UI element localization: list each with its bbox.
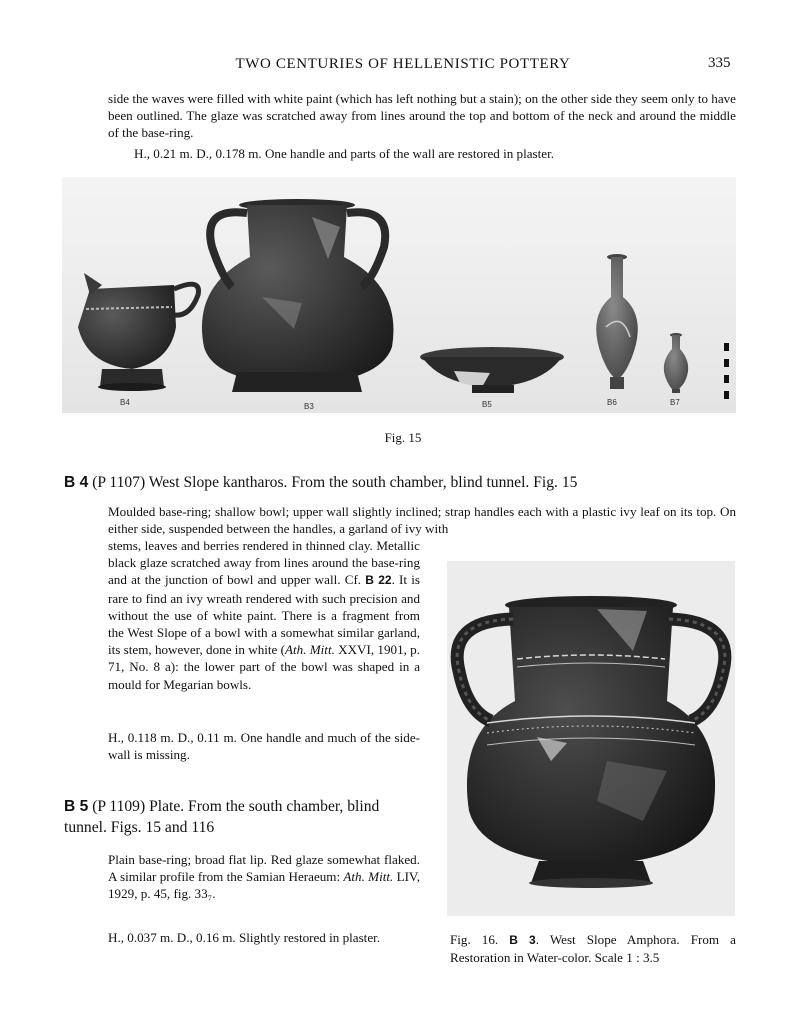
figure-15-caption: Fig. 15 (384, 430, 422, 445)
b4-description-full: Moulded base-ring; shallow bowl; upper wall slightly inclined; strap handles each with a plastic ivy leaf on its top. On either side, suspended between the handles, a garland of ivy with (108, 504, 736, 537)
photo-label-b3: B3 (304, 402, 314, 411)
fig16-ref-b3: B 3 (509, 933, 536, 947)
figure-16-caption (450, 931, 736, 966)
photo-label-b6: B6 (607, 398, 617, 407)
b4-text-c: XXVI, 1901, p. 71, No. 8 a): the lower part of the bowl was shaped in a mould for Megarian bowls. (108, 642, 420, 692)
b4-description-col (108, 537, 420, 693)
amphora-watercolor-illustration (447, 561, 735, 916)
b4-text-b: . It is rare to find an ivy wreath rendered with such precision and without the use of white paint. There is a fragment from the West Slope of a bowl with a somewhat similar garland, its stem, however, done in white ( (108, 572, 420, 658)
fig16-text: . West Slope Amphora. From a Restoration in Water-color. Scale 1 : 3.5 (450, 932, 736, 966)
b5-text-b: LIV, 1929, p. 45, fig. 33₇. (108, 869, 420, 902)
photo-label-b7: B7 (670, 398, 680, 407)
b5-text-a: Plain base-ring; broad flat lip. Red glaze somewhat flaked. A similar profile from the Samian Heraeum: (108, 852, 420, 885)
running-title: TWO CENTURIES OF HELLENISTIC POTTERY (235, 56, 571, 72)
fig16-prefix: Fig. 16. (450, 932, 499, 947)
b4-text-a: stems, leaves and berries rendered in thinned clay. Metallic black glaze scratched away from lines around the base-ring and at the junction of bowl and upper wall. Cf. (108, 538, 420, 588)
b5-heading-line (64, 796, 424, 838)
b4-ref-b22: B 22 (365, 573, 392, 588)
intro-paragraph: side the waves were filled with white paint (which has left nothing but a stain); on the other side they seem only to have been outlined. The glaze was scratched away from lines around the top and bottom of the neck and around the middle of the base-ring. (108, 91, 736, 141)
photo-label-b5: B5 (482, 400, 492, 409)
b5-dimensions: H., 0.037 m. D., 0.16 m. Slightly restored in plaster. (108, 930, 381, 945)
b4-journal: Ath. Mitt. (285, 642, 335, 658)
photo-label-b4: B4 (120, 398, 130, 407)
b4-heading: (P 1107) West Slope kantharos. From the south chamber, blind tunnel. Fig. 15 (92, 474, 578, 491)
b5-catalog-id: B 5 (64, 798, 89, 815)
figure-16-photo (447, 561, 735, 916)
intro-dimensions: H., 0.21 m. D., 0.178 m. One handle and parts of the wall are restored in plaster. (134, 146, 554, 161)
b5-journal: Ath. Mitt. (343, 869, 394, 885)
page-number: 335 (708, 55, 731, 71)
vases-photo-illustration (62, 177, 736, 413)
b5-description (108, 851, 420, 903)
b4-dimensions: H., 0.118 m. D., 0.11 m. One handle and much of the side-wall is missing. (108, 730, 420, 763)
b4-catalog-id: B 4 (64, 474, 89, 491)
b5-heading: (P 1109) Plate. From the south chamber, blind tunnel. Figs. 15 and 116 (64, 798, 380, 836)
b4-heading-line (64, 472, 744, 493)
figure-15-photo (62, 177, 736, 413)
